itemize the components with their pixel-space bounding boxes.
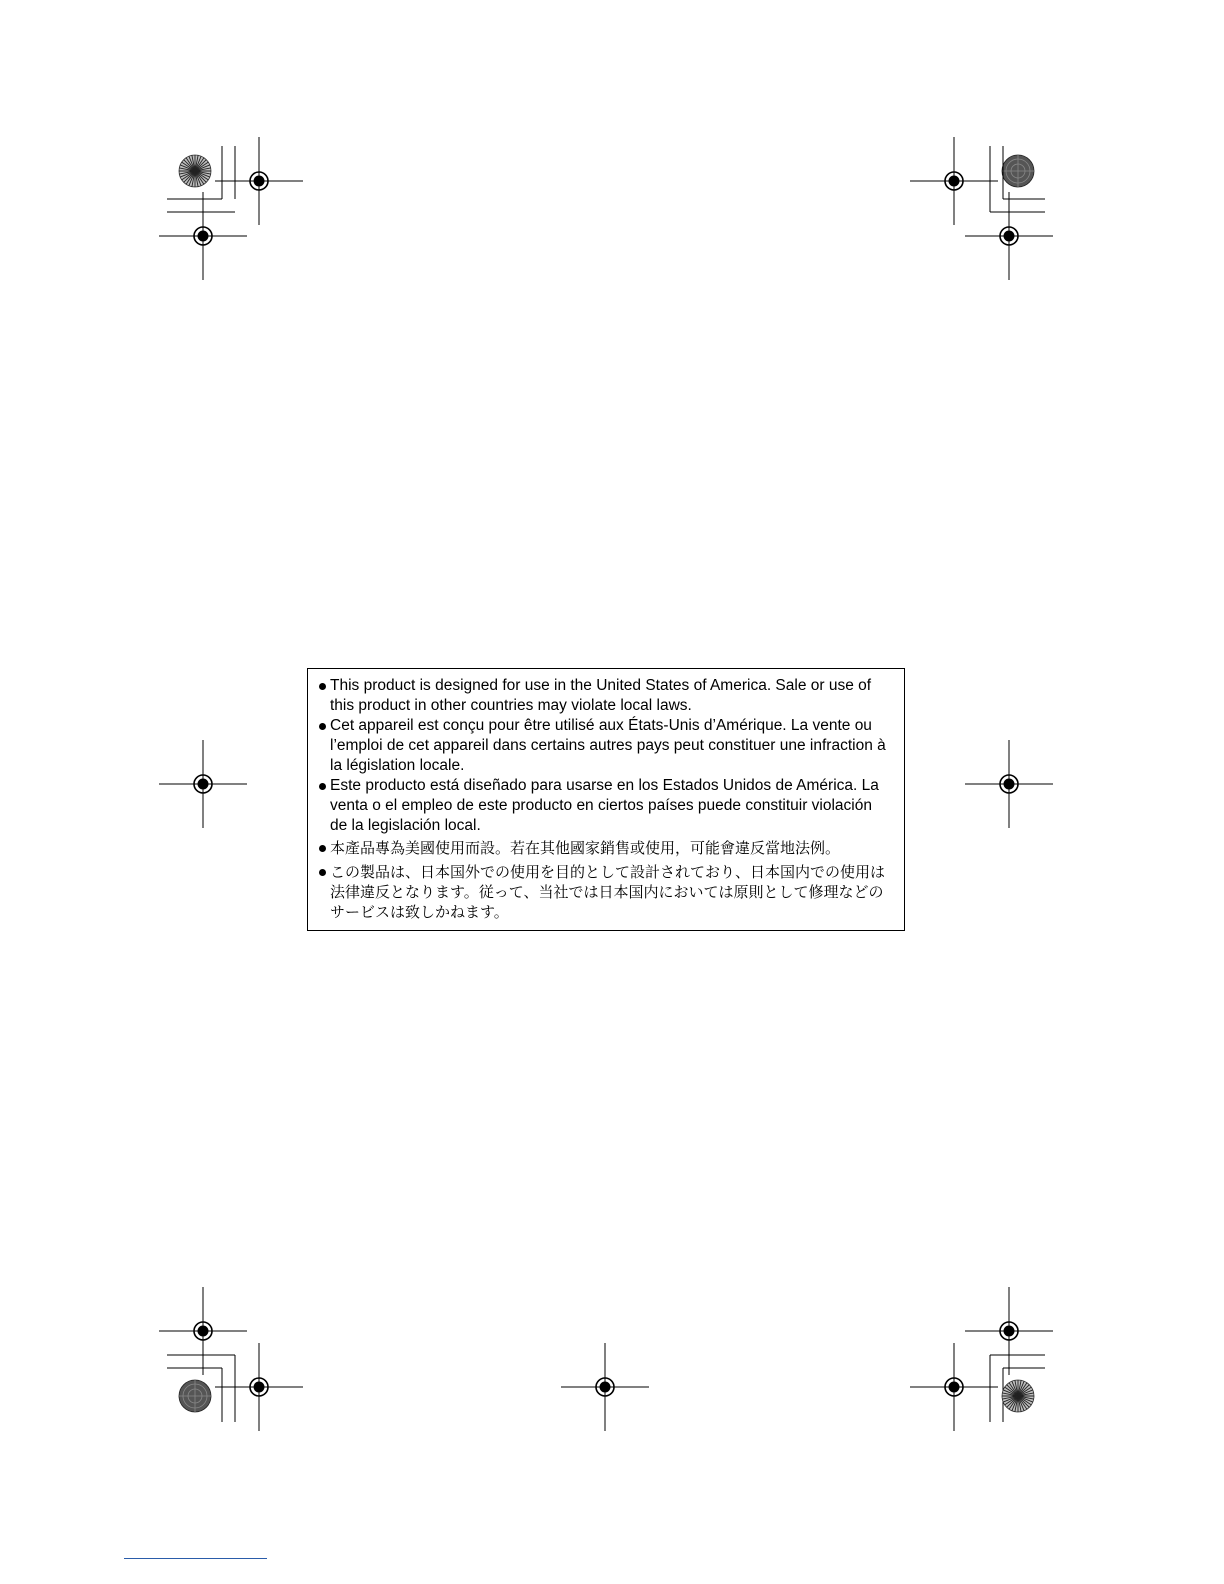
notice-item-french xyxy=(320,716,892,776)
bullet-icon xyxy=(319,869,326,876)
crop-mark-top-right xyxy=(910,137,1053,280)
notice-item-chinese xyxy=(320,838,892,858)
notice-text: Este producto está diseñado para usarse en los Estados Unidos de América. La venta o el empleo de este producto en ciertos países puede constituir violación de la legislación local. xyxy=(330,777,879,834)
bullet-icon xyxy=(319,783,326,790)
bullet-icon xyxy=(319,845,326,852)
notice-item-spanish xyxy=(320,776,892,836)
bullet-icon xyxy=(319,723,326,730)
registration-mark-right xyxy=(965,740,1053,828)
bullet-icon xyxy=(319,683,326,690)
notice-text: Cet appareil est conçu pour être utilisé aux États-Unis d’Amérique. La vente ou l’emploi de cet appareil dans certains autres pays peut constituer une infraction à la législation locale. xyxy=(330,717,886,774)
registration-mark-bottom-center xyxy=(561,1343,649,1431)
crop-mark-top-left xyxy=(159,137,303,280)
notice-text: この製品は、日本国外での使用を目的として設計されており、日本国内での使用は法律違反となります。従って、当社では日本国内においては原則として修理などのサービスは致しかねます。 xyxy=(330,863,886,921)
notice-text: This product is designed for use in the United States of America. Sale or use of this product in other countries may violate local laws. xyxy=(330,677,872,714)
crop-mark-bottom-left xyxy=(159,1287,303,1431)
notice-item-japanese xyxy=(320,862,892,922)
crop-mark-bottom-right xyxy=(910,1287,1053,1431)
footer-rule xyxy=(124,1558,267,1559)
notice-text: 本產品專為美國使用而設。若在其他國家銷售或使用，可能會違反當地法例。 xyxy=(330,839,841,857)
regional-use-notice xyxy=(307,668,905,931)
registration-mark-left xyxy=(159,740,247,828)
notice-item-english xyxy=(320,676,892,716)
